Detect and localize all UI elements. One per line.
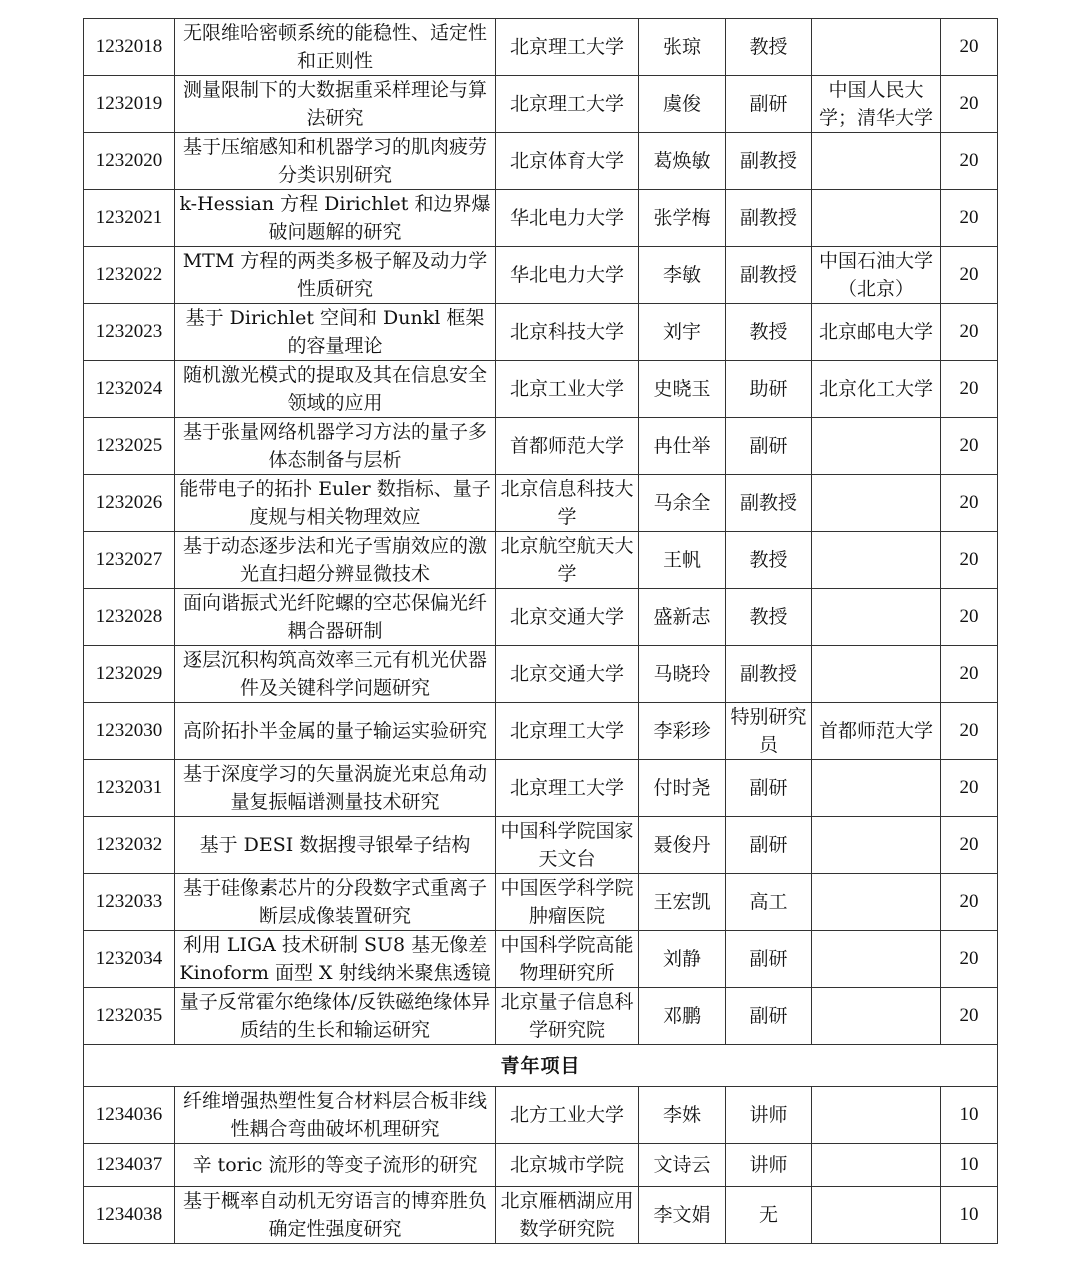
project-title: 辛 toric 流形的等变子流形的研究 [175, 1144, 496, 1187]
project-id: 1232018 [84, 19, 175, 76]
table-row [84, 646, 998, 703]
partner-unit [812, 1144, 941, 1187]
principal-investigator: 冉仕举 [639, 418, 726, 475]
project-id: 1232029 [84, 646, 175, 703]
principal-investigator: 李文娟 [639, 1187, 726, 1244]
project-title: 量子反常霍尔绝缘体/反铁磁绝缘体异质结的生长和输运研究 [175, 988, 496, 1045]
project-id: 1232025 [84, 418, 175, 475]
project-title: 随机激光模式的提取及其在信息安全领域的应用 [175, 361, 496, 418]
funding-amount: 20 [941, 190, 998, 247]
table-row [84, 361, 998, 418]
host-unit: 首都师范大学 [496, 418, 639, 475]
project-title: 逐层沉积构筑高效率三元有机光伏器件及关键科学问题研究 [175, 646, 496, 703]
partner-unit [812, 646, 941, 703]
principal-investigator: 盛新志 [639, 589, 726, 646]
project-title: 基于概率自动机无穷语言的博弈胜负确定性强度研究 [175, 1187, 496, 1244]
funding-amount: 20 [941, 304, 998, 361]
principal-investigator: 史晓玉 [639, 361, 726, 418]
project-id: 1232027 [84, 532, 175, 589]
project-id: 1232019 [84, 76, 175, 133]
project-id: 1232024 [84, 361, 175, 418]
main-rows [84, 19, 998, 1045]
table-row [84, 589, 998, 646]
partner-unit [812, 133, 941, 190]
professional-title: 副研 [726, 817, 812, 874]
host-unit: 北京体育大学 [496, 133, 639, 190]
funding-amount: 20 [941, 247, 998, 304]
funding-amount: 20 [941, 133, 998, 190]
project-title: 基于深度学习的矢量涡旋光束总角动量复振幅谱测量技术研究 [175, 760, 496, 817]
funding-amount: 20 [941, 361, 998, 418]
table-row [84, 418, 998, 475]
partner-unit [812, 1187, 941, 1244]
project-id: 1232028 [84, 589, 175, 646]
professional-title: 副教授 [726, 475, 812, 532]
funding-amount: 20 [941, 931, 998, 988]
host-unit: 北京科技大学 [496, 304, 639, 361]
project-title: 基于压缩感知和机器学习的肌肉疲劳分类识别研究 [175, 133, 496, 190]
partner-unit [812, 589, 941, 646]
partner-unit [812, 874, 941, 931]
section-rows [84, 1045, 998, 1087]
table-row [84, 703, 998, 760]
partner-unit [812, 532, 941, 589]
principal-investigator: 刘静 [639, 931, 726, 988]
project-id: 1234037 [84, 1144, 175, 1187]
host-unit: 中国医学科学院肿瘤医院 [496, 874, 639, 931]
partner-unit [812, 418, 941, 475]
principal-investigator: 刘宇 [639, 304, 726, 361]
professional-title: 副教授 [726, 190, 812, 247]
partner-unit [812, 1087, 941, 1144]
partner-unit [812, 190, 941, 247]
project-id: 1232031 [84, 760, 175, 817]
host-unit: 华北电力大学 [496, 190, 639, 247]
principal-investigator: 张学梅 [639, 190, 726, 247]
host-unit: 北京信息科技大学 [496, 475, 639, 532]
host-unit: 北京交通大学 [496, 646, 639, 703]
funding-amount: 20 [941, 646, 998, 703]
professional-title: 教授 [726, 304, 812, 361]
professional-title: 高工 [726, 874, 812, 931]
table-row [84, 76, 998, 133]
table-row [84, 931, 998, 988]
project-id: 1232034 [84, 931, 175, 988]
principal-investigator: 文诗云 [639, 1144, 726, 1187]
table-row [84, 133, 998, 190]
project-title: k-Hessian 方程 Dirichlet 和边界爆破问题解的研究 [175, 190, 496, 247]
partner-unit [812, 817, 941, 874]
funding-amount: 20 [941, 817, 998, 874]
project-title: 利用 LIGA 技术研制 SU8 基无像差 Kinoform 面型 X 射线纳米聚焦透镜 [175, 931, 496, 988]
project-id: 1232032 [84, 817, 175, 874]
professional-title: 副研 [726, 931, 812, 988]
principal-investigator: 马晓玲 [639, 646, 726, 703]
professional-title: 副研 [726, 988, 812, 1045]
funding-amount: 20 [941, 988, 998, 1045]
project-title: MTM 方程的两类多极子解及动力学性质研究 [175, 247, 496, 304]
host-unit: 北京理工大学 [496, 703, 639, 760]
table-row [84, 817, 998, 874]
principal-investigator: 聂俊丹 [639, 817, 726, 874]
table-row [84, 532, 998, 589]
table-row [84, 247, 998, 304]
project-id: 1234036 [84, 1087, 175, 1144]
principal-investigator: 虞俊 [639, 76, 726, 133]
funding-amount: 20 [941, 760, 998, 817]
funding-amount: 20 [941, 76, 998, 133]
funding-amount: 10 [941, 1144, 998, 1187]
funding-amount: 20 [941, 874, 998, 931]
host-unit: 中国科学院高能物理研究所 [496, 931, 639, 988]
host-unit: 北京交通大学 [496, 589, 639, 646]
partner-unit: 中国人民大学；清华大学 [812, 76, 941, 133]
project-title: 无限维哈密顿系统的能稳性、适定性和正则性 [175, 19, 496, 76]
host-unit: 北京理工大学 [496, 76, 639, 133]
professional-title: 副研 [726, 76, 812, 133]
professional-title: 特别研究员 [726, 703, 812, 760]
partner-unit [812, 988, 941, 1045]
table-row [84, 1144, 998, 1187]
partner-unit: 北京邮电大学 [812, 304, 941, 361]
partner-unit: 首都师范大学 [812, 703, 941, 760]
professional-title: 讲师 [726, 1087, 812, 1144]
host-unit: 北京理工大学 [496, 760, 639, 817]
project-id: 1232026 [84, 475, 175, 532]
project-id: 1232022 [84, 247, 175, 304]
project-id: 1234038 [84, 1187, 175, 1244]
host-unit: 北方工业大学 [496, 1087, 639, 1144]
project-title: 面向谐振式光纤陀螺的空芯保偏光纤耦合器研制 [175, 589, 496, 646]
table-row [84, 1187, 998, 1244]
project-title: 纤维增强热塑性复合材料层合板非线性耦合弯曲破坏机理研究 [175, 1087, 496, 1144]
project-id: 1232035 [84, 988, 175, 1045]
host-unit: 北京城市学院 [496, 1144, 639, 1187]
project-table [83, 18, 998, 1244]
principal-investigator: 张琼 [639, 19, 726, 76]
partner-unit: 中国石油大学（北京） [812, 247, 941, 304]
funding-amount: 10 [941, 1187, 998, 1244]
host-unit: 北京量子信息科学研究院 [496, 988, 639, 1045]
project-title: 基于动态逐步法和光子雪崩效应的激光直扫超分辨显微技术 [175, 532, 496, 589]
table-row [84, 475, 998, 532]
partner-unit [812, 931, 941, 988]
principal-investigator: 王帆 [639, 532, 726, 589]
table-row [84, 1087, 998, 1144]
professional-title: 副教授 [726, 646, 812, 703]
partner-unit [812, 19, 941, 76]
section-title: 青年项目 [84, 1045, 998, 1087]
professional-title: 副教授 [726, 247, 812, 304]
principal-investigator: 葛焕敏 [639, 133, 726, 190]
project-id: 1232020 [84, 133, 175, 190]
partner-unit [812, 760, 941, 817]
host-unit: 北京航空航天大学 [496, 532, 639, 589]
project-title: 基于 DESI 数据搜寻银晕子结构 [175, 817, 496, 874]
professional-title: 副研 [726, 760, 812, 817]
principal-investigator: 李彩珍 [639, 703, 726, 760]
host-unit: 华北电力大学 [496, 247, 639, 304]
professional-title: 副研 [726, 418, 812, 475]
table-row [84, 19, 998, 76]
table-row [84, 304, 998, 361]
principal-investigator: 邓鹏 [639, 988, 726, 1045]
principal-investigator: 马余全 [639, 475, 726, 532]
partner-unit: 北京化工大学 [812, 361, 941, 418]
project-title: 基于 Dirichlet 空间和 Dunkl 框架的容量理论 [175, 304, 496, 361]
professional-title: 教授 [726, 19, 812, 76]
project-title: 基于硅像素芯片的分段数字式重离子断层成像装置研究 [175, 874, 496, 931]
project-title: 测量限制下的大数据重采样理论与算法研究 [175, 76, 496, 133]
partner-unit [812, 475, 941, 532]
funding-amount: 20 [941, 475, 998, 532]
section-row [84, 1045, 998, 1087]
professional-title: 助研 [726, 361, 812, 418]
table-row [84, 190, 998, 247]
table-row [84, 874, 998, 931]
table-row [84, 760, 998, 817]
youth-rows [84, 1087, 998, 1244]
professional-title: 教授 [726, 589, 812, 646]
host-unit: 中国科学院国家天文台 [496, 817, 639, 874]
project-title: 高阶拓扑半金属的量子输运实验研究 [175, 703, 496, 760]
principal-investigator: 付时尧 [639, 760, 726, 817]
principal-investigator: 李敏 [639, 247, 726, 304]
funding-amount: 20 [941, 703, 998, 760]
table-row [84, 988, 998, 1045]
principal-investigator: 李姝 [639, 1087, 726, 1144]
professional-title: 讲师 [726, 1144, 812, 1187]
project-id: 1232033 [84, 874, 175, 931]
host-unit: 北京理工大学 [496, 19, 639, 76]
project-title: 基于张量网络机器学习方法的量子多体态制备与层析 [175, 418, 496, 475]
funding-amount: 20 [941, 589, 998, 646]
principal-investigator: 王宏凯 [639, 874, 726, 931]
funding-amount: 20 [941, 418, 998, 475]
funding-amount: 20 [941, 532, 998, 589]
host-unit: 北京雁栖湖应用数学研究院 [496, 1187, 639, 1244]
project-id: 1232023 [84, 304, 175, 361]
professional-title: 副教授 [726, 133, 812, 190]
host-unit: 北京工业大学 [496, 361, 639, 418]
professional-title: 教授 [726, 532, 812, 589]
project-title: 能带电子的拓扑 Euler 数指标、量子度规与相关物理效应 [175, 475, 496, 532]
funding-amount: 10 [941, 1087, 998, 1144]
professional-title: 无 [726, 1187, 812, 1244]
project-id: 1232021 [84, 190, 175, 247]
funding-amount: 20 [941, 19, 998, 76]
project-id: 1232030 [84, 703, 175, 760]
